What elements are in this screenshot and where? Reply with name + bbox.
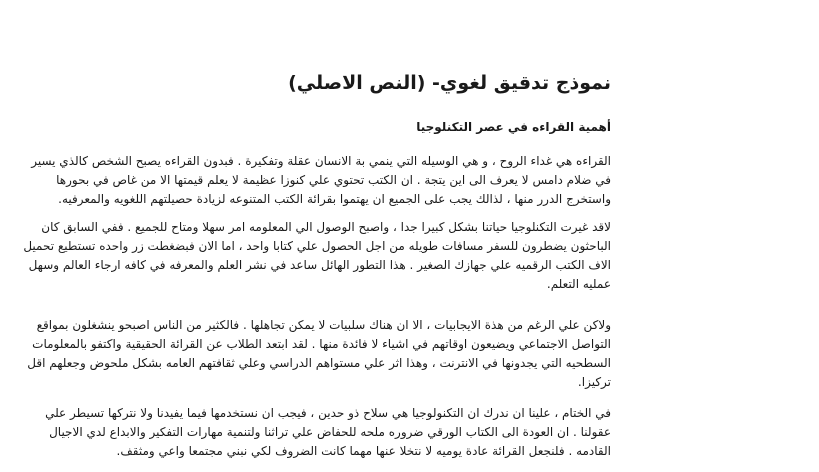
paragraph-line: عمليه التعلم. bbox=[546, 277, 611, 291]
paragraph-line: في الختام ، علينا ان ندرك ان التكنولوجيا هي سلاح ذو حدين ، فيجب ان نستخدمها فيما يفيدنا ولا نتركها تسيطر علي bbox=[45, 406, 611, 420]
paragraph-1 bbox=[31, 152, 611, 209]
paragraph-3 bbox=[27, 316, 611, 392]
paragraph-line: لاقد غيرت التكنلوجيا حياتنا بشكل كبيرا جدا ، واصبح الوصول الي المعلومه امر سهلا ومتاح للجميع . ففي السابق كان bbox=[41, 220, 611, 234]
paragraph-line: السطحيه التي يجدونها في الانترنت ، وهذا اثر علي مستواهم الدراسي وعلي ثقافتهم العامه بشكل ملحوض وجعلهم اقل bbox=[27, 356, 611, 370]
paragraph-line: التواصل الاجتماعي ويضيعون اوقاتهم في اشياء لا فائدة منها . لقد ابتعد الطلاب عن القرائة الحقيقية واكتفو بالمعلومات bbox=[32, 337, 611, 351]
document-title: نموذج تدقيق لغوي- (النص الاصلي) bbox=[288, 72, 611, 94]
paragraph-line: القادمه . فلنجعل القرائة عادة يوميه لا نتخلا عنها مهما كانت الضروف لكي نبني مجتمعا واعي ومثقف. bbox=[116, 444, 611, 458]
paragraph-line: الباحثون يضطرون للسفر مسافات طويله من اجل الحصول علي كتابا واحد ، اما الان فبضغطت زر واحده تستطيع تحميل bbox=[23, 239, 611, 253]
paragraph-line: واستخرج الدرر منها ، لذالك يجب على الجميع ان يهتموا بقرائة الكتب المتنوعه لزيادة حصيلتهم اللغويه والمعرفيه. bbox=[58, 192, 611, 206]
paragraph-line: الاف الكتب الرقميه علي جهازك الصغير . هذا التطور الهائل ساعد في نشر العلم والمعرفه في كافه ارجاء العالم وسهل bbox=[28, 258, 611, 272]
paragraph-line: ولاكن علي الرغم من هذة الايجابيات ، الا ان هناك سلبيات لا يمكن تجاهلها . فالكثير من الناس اصبحو ينشغلون بمواقع bbox=[36, 318, 611, 332]
paragraph-2 bbox=[23, 218, 611, 294]
paragraph-line: في ضلام دامس لا يعرف الى اين يتجة . ان الكتب تحتوي علي كنوزا عظيمة لا يعلم قيمتها الا من غاص في بحورها bbox=[56, 173, 611, 187]
paragraph-line: تركيزا. bbox=[577, 375, 611, 389]
paragraph-line: عقولنا . ان العودة الى الكتاب الورقي ضروره ملحه للحفاض علي تراثنا ولتنمية مهارات التفكير والابداع لدي الاجيال bbox=[49, 425, 611, 439]
document-subtitle: أهمية القراءه في عصر التكنلوجيا bbox=[416, 120, 611, 134]
paragraph-line: القراءه هي غداء الروح ، و هي الوسيله التي ينمي بة الانسان عقلة وتفكيرة . فبدون القراءه يصبح الشخص كالذي يسير bbox=[31, 154, 611, 168]
paragraph-4 bbox=[45, 404, 611, 461]
